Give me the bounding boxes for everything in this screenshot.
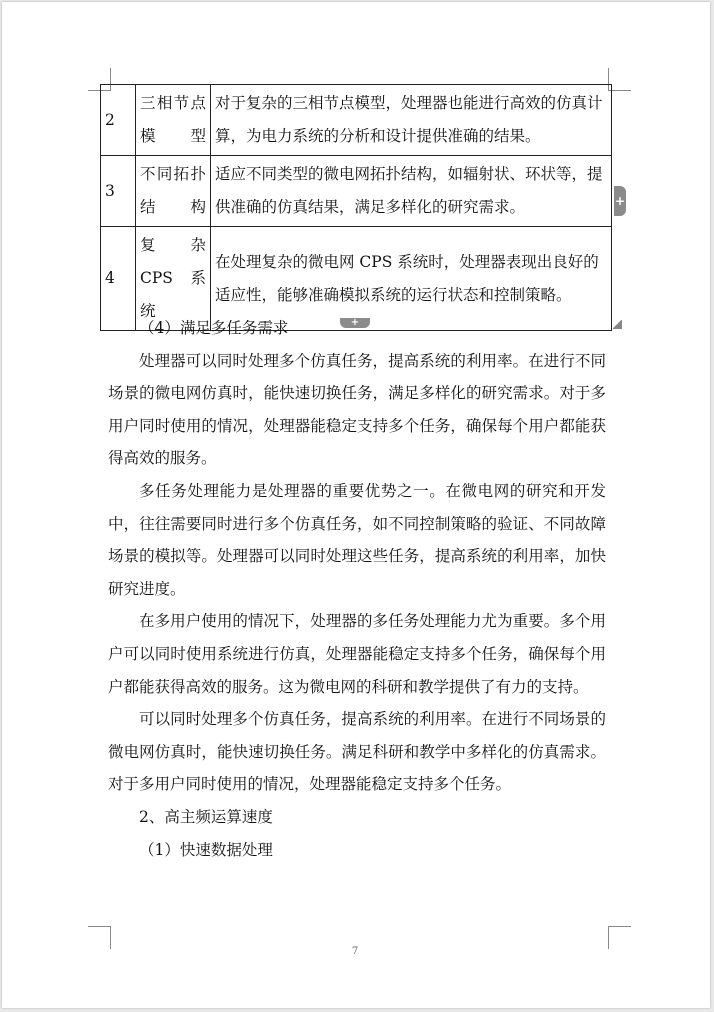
section-heading-4: （4）满足多任务需求 — [139, 319, 289, 337]
row-name: 复杂 CPS 系统 — [136, 227, 211, 331]
body-text — [108, 312, 606, 866]
row-number: 3 — [101, 156, 136, 227]
feature-table — [100, 84, 612, 331]
row-number: 4 — [101, 227, 136, 331]
page-number: 7 — [351, 946, 359, 957]
paragraph: 在多用户使用的情况下，处理器的多任务处理能力尤为重要。多个用户可以同时使用系统进行仿真，处理器能稳定支持多个任务，确保每个用户都能获得高效的服务。这为微电网的科研和教学提供了有力的支持。 — [108, 612, 606, 696]
row-description: 在处理复杂的微电网 CPS 系统时，处理器表现出良好的适应性，能够准确模拟系统的运行状态和控制策略。 — [211, 227, 612, 331]
row-number: 2 — [101, 85, 136, 156]
add-column-plus-icon[interactable]: + — [614, 186, 626, 216]
table-resize-handle[interactable] — [613, 320, 622, 329]
row-description: 适应不同类型的微电网拓扑结构，如辐射状、环状等，提供准确的仿真结果，满足多样化的研究需求。 — [211, 156, 612, 227]
row-description: 对于复杂的三相节点模型，处理器也能进行高效的仿真计算，为电力系统的分析和设计提供准确的结果。 — [211, 85, 612, 156]
paragraph: 多任务处理能力是处理器的重要优势之一。在微电网的研究和开发中，往往需要同时进行多个仿真任务，如不同控制策略的验证、不同故障场景的模拟等。处理器可以同时处理这些任务，提高系统的利用率，加快研究进度。 — [108, 481, 606, 598]
paragraph: 处理器可以同时处理多个仿真任务，提高系统的利用率。在进行不同场景的微电网仿真时，能快速切换任务，满足多样化的研究需求。对于多用户同时使用的情况，处理器能稳定支持多个任务，确保每个用户都能获得高效的服务。 — [108, 351, 606, 468]
row-name: 三相节点模型 — [136, 85, 211, 156]
row-name: 不同拓扑结构 — [136, 156, 211, 227]
paragraph: 可以同时处理多个仿真任务，提高系统的利用率。在进行不同场景的微电网仿真时，能快速切换任务。满足科研和教学中多样化的仿真需求。对于多用户同时使用的情况，处理器能稳定支持多个任务。 — [108, 710, 606, 794]
add-row-plus-icon[interactable]: + — [340, 318, 370, 328]
crop-mark-bottom-right — [608, 926, 631, 949]
section-heading-1: （1）快速数据处理 — [139, 840, 273, 859]
table-row — [101, 156, 612, 227]
table-row — [101, 85, 612, 156]
section-heading-2: 2、高主频运算速度 — [139, 807, 273, 826]
crop-mark-bottom-left — [88, 926, 111, 949]
